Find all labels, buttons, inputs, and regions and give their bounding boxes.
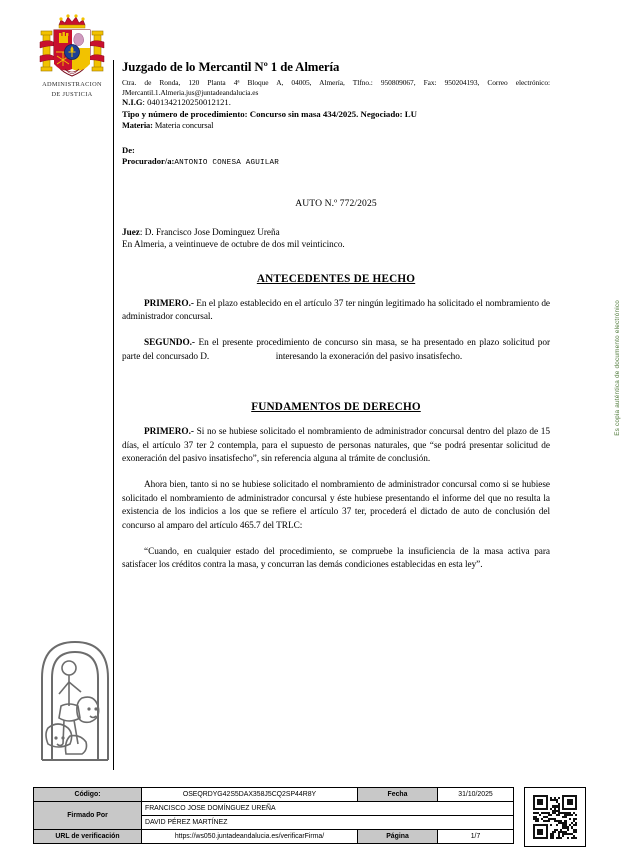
court-title: Juzgado de lo Mercantil Nº 1 de Almería (122, 60, 340, 74)
judge-value: : D. Francisco Jose Dominguez Ureña (139, 226, 280, 237)
judge-block (122, 226, 550, 251)
materia-line (122, 120, 550, 131)
procurador-row (122, 156, 550, 170)
codigo-value: OSEQRDYG42S5DAX358J5CQ2SP44R8Y (142, 788, 358, 802)
materia-label: Materia: (122, 121, 153, 131)
nig-line (122, 97, 550, 108)
paragraph-ahora-bien: Ahora bien, tanto si no se hubiese solicitado el nombramiento de administrador concursal como si se hubiese solicitado el nombramiento de administrador concursal y éste hubiese presentando el informe del que no resulta la existencia de los indicios a los que se refiere el artículo 37 ter, procederá el dictado de auto de conclusión del concurso al amparo del artículo 465.7 del TRLC: (122, 480, 550, 531)
margin-vertical-rule (113, 60, 114, 770)
section-heading-fundamentos: FUNDAMENTOS DE DERECHO (251, 401, 421, 414)
justice-figure-emblem (36, 632, 114, 764)
paragraph-text-after: interesando la exoneración del pasivo insatisfecho. (273, 351, 463, 362)
procurador-value: ANTONIO CONESA AGUILAR (174, 159, 280, 168)
signature-footer (33, 787, 589, 847)
table-row-firmante-1 (34, 802, 514, 816)
spain-coat-of-arms-icon (35, 12, 109, 80)
paragraph-marker: PRIMERO.- (144, 427, 194, 438)
paragraph-marker: SEGUNDO.- (144, 338, 195, 349)
url-label: URL de verificación (34, 830, 142, 844)
firmante-1-value: FRANCISCO JOSE DOMÍNGUEZ UREÑA (142, 802, 514, 816)
paragraph-text: En el plazo establecido en el artículo 37 ter ningún legitimado ha solicitado el nombramiento de administrador concursal. (122, 298, 550, 322)
paragraph-segundo-hecho (122, 337, 550, 364)
paragraph-text: Si no se hubiese solicitado el nombramiento de administrador concursal dentro del plazo de 15 días, el artículo 37 ter 2 contempla, para el supuesto de personas naturales, que “se podrá presentar solicitud de exoneración del pasivo insatisfecho”, sin referencia alguna al trámite de conclusión. (122, 427, 550, 465)
pagina-value: 1/7 (438, 830, 514, 844)
url-value[interactable]: https://ws050.juntadeandalucia.es/verificarFirma/ (142, 830, 358, 844)
procurador-label: Procurador/a: (122, 156, 175, 167)
procedure-value: Concurso sin masa 434/2025. Negociado: LU (247, 108, 417, 119)
court-address: Ctra. de Ronda, 120 Planta 4ª Bloque A, 04005, Almería, Tlfno.: 950809067, Fax: 950204193, Correo electrónico: JMercantil.1.Almeria.jus@juntadeandalucia.es (122, 78, 550, 97)
document-body (122, 60, 550, 573)
place-date-line: En Almeria, a veintinueve de octubre de dos mil veinticinco. (122, 239, 345, 250)
authenticity-side-stamp: Es copia auténtica de documento electrónico (614, 300, 621, 436)
emblem-caption-line2: DE JUSTICIA (51, 90, 93, 98)
coat-of-arms-block (24, 12, 120, 99)
paragraph-primero-hecho (122, 298, 550, 325)
procedure-label: Tipo y número de procedimiento: (122, 108, 248, 119)
pagina-label: Página (358, 830, 438, 844)
qr-code-box[interactable] (524, 787, 586, 847)
judge-line (122, 226, 550, 238)
nig-value: : 0401342120250012121. (142, 97, 231, 108)
de-label: De: (122, 144, 135, 155)
table-row-codigo (34, 788, 514, 802)
codigo-label: Código: (34, 788, 142, 802)
justice-figure-icon (36, 632, 114, 764)
firmante-2-value: DAVID PÉREZ MARTÍNEZ (142, 816, 514, 830)
judge-label: Juez (122, 226, 140, 237)
paragraph-marker: PRIMERO.- (144, 298, 194, 309)
signature-table (33, 787, 514, 844)
auto-number: AUTO N.º 772/2025 (295, 197, 377, 209)
paragraph-primero-derecho (122, 426, 550, 466)
table-row-url (34, 830, 514, 844)
section-heading-antecedentes: ANTECEDENTES DE HECHO (256, 272, 416, 285)
nig-label: N.I.G (122, 97, 143, 108)
procedure-line (122, 109, 550, 121)
parties-block (122, 145, 550, 170)
emblem-caption-line1: ADMINISTRACION (42, 81, 102, 88)
materia-value: Materia concursal (152, 121, 214, 131)
fecha-label: Fecha (358, 788, 438, 802)
paragraph-quote-trlc: “Cuando, en cualquier estado del procedimiento, se compruebe la insuficiencia de la masa activa para satisfacer los créditos contra la masa, y concurran las demás condiciones establecidas en esta ley”. (122, 547, 550, 571)
qr-code-icon (533, 795, 577, 839)
firmado-label: Firmado Por (34, 802, 142, 830)
fecha-value: 31/10/2025 (438, 788, 514, 802)
paragraph-text-before: En el presente procedimiento de concurso sin masa, se ha presentado en plazo solicitud por parte del concursado D. (122, 338, 550, 362)
